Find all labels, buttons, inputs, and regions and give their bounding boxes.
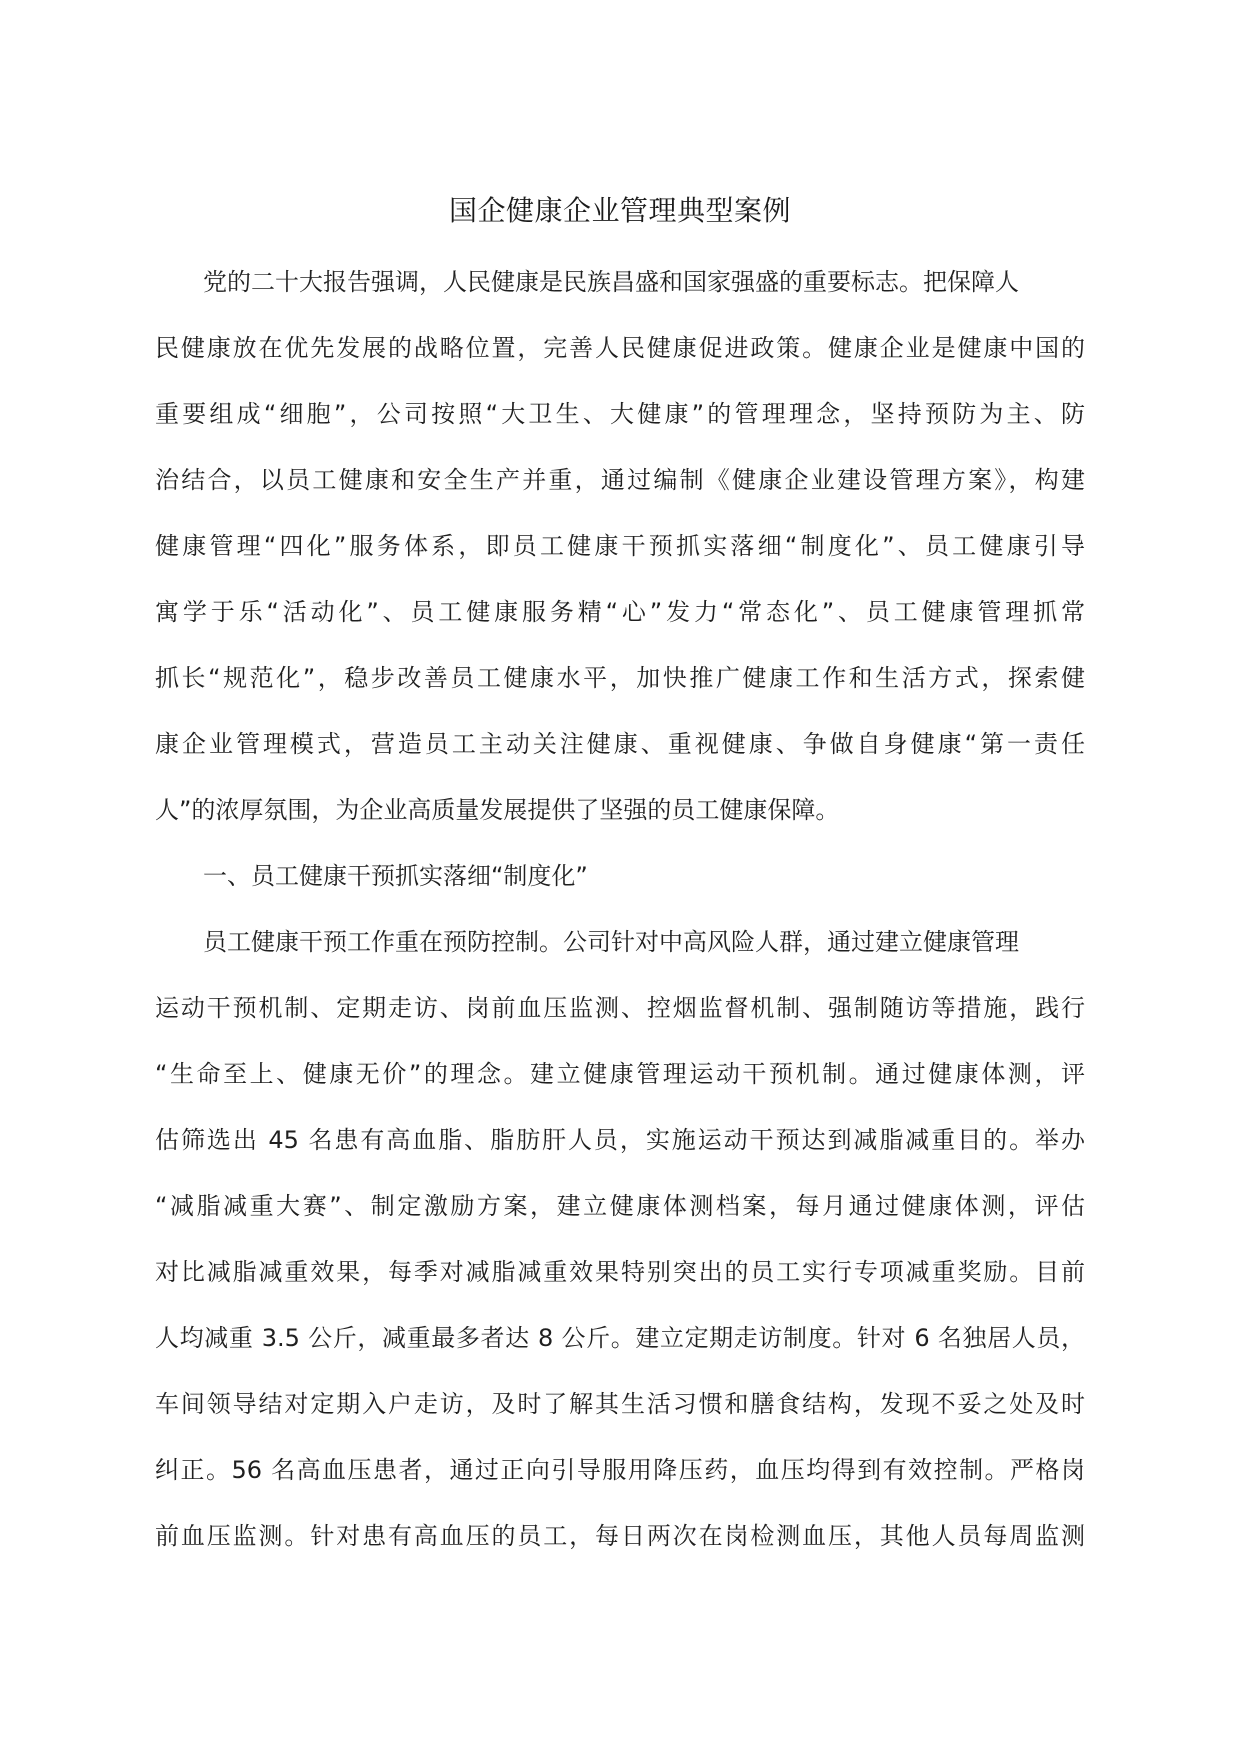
section-heading: 一、员工健康干预抓实落细“制度化” xyxy=(203,862,588,890)
body-line: 治结合，以员工健康和安全生产并重，通过编制《健康企业建设管理方案》，构建 xyxy=(155,466,1085,494)
body-line: 运动干预机制、定期走访、岗前血压监测、控烟监督机制、强制随访等措施，践行 xyxy=(155,994,1085,1022)
body-line: 寓学于乐“活动化”、员工健康服务精“心”发力“常态化”、员工健康管理抓常 xyxy=(155,598,1085,626)
body-line: 康企业管理模式，营造员工主动关注健康、重视健康、争做自身健康“第一责任 xyxy=(155,730,1085,758)
body-line: 估筛选出 45 名患有高血脂、脂肪肝人员，实施运动干预达到减脂减重目的。举办 xyxy=(155,1126,1085,1154)
body-line: 党的二十大报告强调，人民健康是民族昌盛和国家强盛的重要标志。把保障人 xyxy=(203,268,1019,296)
body-line: 人”的浓厚氛围，为企业高质量发展提供了坚强的员工健康保障。 xyxy=(155,796,840,824)
body-line: 抓长“规范化”，稳步改善员工健康水平，加快推广健康工作和生活方式，探索健 xyxy=(155,664,1085,692)
body-line: 员工健康干预工作重在预防控制。公司针对中高风险人群，通过建立健康管理 xyxy=(203,928,1019,956)
body-line: 车间领导结对定期入户走访，及时了解其生活习惯和膳食结构，发现不妥之处及时 xyxy=(155,1390,1085,1418)
body-line: 前血压监测。针对患有高血压的员工，每日两次在岗检测血压，其他人员每周监测 xyxy=(155,1522,1085,1550)
body-line: 重要组成“细胞”，公司按照“大卫生、大健康”的管理理念，坚持预防为主、防 xyxy=(155,400,1085,428)
body-line: 健康管理“四化”服务体系，即员工健康干预抓实落细“制度化”、员工健康引导 xyxy=(155,532,1085,560)
document-title: 国企健康企业管理典型案例 xyxy=(448,194,791,227)
body-line: 人均减重 3.5 公斤，减重最多者达 8 公斤。建立定期走访制度。针对 6 名独居人员， xyxy=(155,1324,1085,1352)
body-line: 民健康放在优先发展的战略位置，完善人民健康促进政策。健康企业是健康中国的 xyxy=(155,334,1085,362)
body-line: 纠正。56 名高血压患者，通过正向引导服用降压药，血压均得到有效控制。严格岗 xyxy=(155,1456,1085,1484)
body-line: 对比减脂减重效果，每季对减脂减重效果特别突出的员工实行专项减重奖励。目前 xyxy=(155,1258,1085,1286)
body-line: “减脂减重大赛”、制定激励方案，建立健康体测档案，每月通过健康体测，评估 xyxy=(155,1192,1085,1220)
body-line: “生命至上、健康无价”的理念。建立健康管理运动干预机制。通过健康体测，评 xyxy=(155,1060,1085,1088)
